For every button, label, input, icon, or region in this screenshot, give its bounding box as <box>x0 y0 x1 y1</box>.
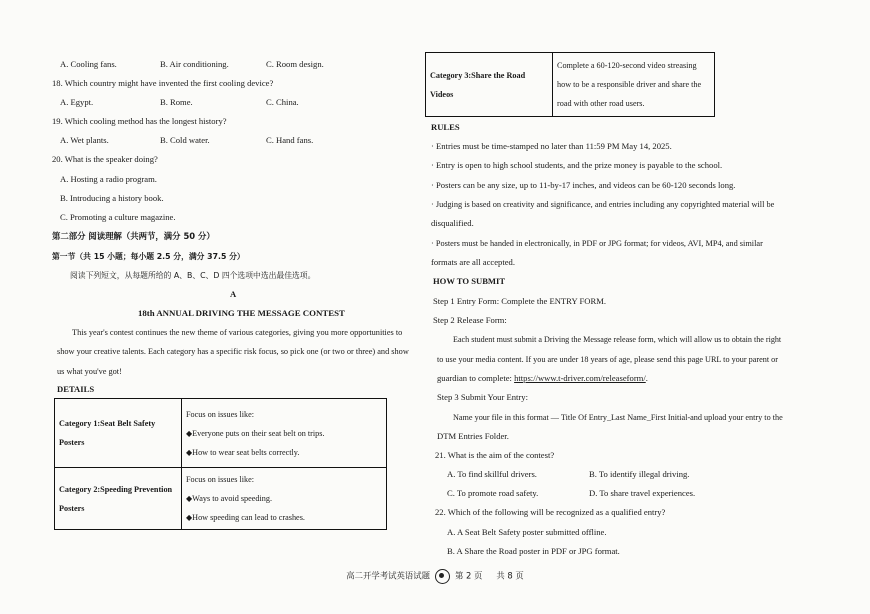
category-line: Videos <box>430 89 454 99</box>
option: A. Wet plants. <box>60 135 109 145</box>
focus-item: How speeding can lead to crashes. <box>192 513 305 522</box>
question-21: 21. What is the aim of the contest? <box>435 450 555 460</box>
focus-label: Focus on issues like: <box>186 475 255 484</box>
intro-line: show your creative talents. Each category has a specific risk focus, so pick one (or two or three) and show <box>57 347 409 356</box>
description-line: Complete a 60-120-second video streasing <box>557 61 697 70</box>
focus-item: Ways to avoid speeding. <box>192 494 272 503</box>
option: C. To promote road safety. <box>447 488 539 498</box>
details-heading: DETAILS <box>57 384 95 394</box>
release-form-link[interactable]: https://www.t-driver.com/releaseform/ <box>514 373 646 383</box>
step-2-last-line <box>437 373 648 384</box>
focus-label: Focus on issues like: <box>186 409 255 419</box>
option: B. Introducing a history book. <box>60 193 164 203</box>
passage-title: 18th ANNUAL DRIVING THE MESSAGE CONTEST <box>138 308 345 318</box>
table-row <box>426 53 715 117</box>
option: B. Cold water. <box>160 135 210 145</box>
option: A. Cooling fans. <box>60 59 117 69</box>
page-total: 共 8 页 <box>496 570 524 581</box>
focus-item: How to wear seat belts correctly. <box>192 447 300 457</box>
diamond-bullet-icon: ◆ <box>186 513 193 522</box>
focus-item: Everyone puts on their seat belt on trips. <box>192 428 325 438</box>
step-1: Step 1 Entry Form: Complete the ENTRY FORM. <box>433 296 606 306</box>
category-cell <box>55 399 182 468</box>
punctuation: . <box>645 373 648 383</box>
option: A. A Seat Belt Safety poster submitted offline. <box>447 527 607 537</box>
description-line: how to be a responsible driver and share the <box>557 80 702 89</box>
option: C. Room design. <box>266 59 324 69</box>
option: A. Egypt. <box>60 97 94 107</box>
option: B. A Share the Road poster in PDF or JPG format. <box>447 546 620 556</box>
category-cell <box>55 468 182 530</box>
option: B. Air conditioning. <box>160 59 229 69</box>
diamond-bullet-icon: ◆ <box>186 494 193 503</box>
category-cell <box>426 53 553 117</box>
table-row <box>55 468 387 530</box>
section-heading: 第一节（共 15 小题；每小题 2.5 分，满分 37.5 分） <box>52 252 245 261</box>
q19-options <box>60 135 313 146</box>
details-table <box>54 398 387 530</box>
category-line: Posters <box>59 438 85 447</box>
category-3-table <box>425 52 715 117</box>
question-22: 22. Which of the following will be recognized as a qualified entry? <box>435 507 666 517</box>
category-line: Posters <box>59 503 85 513</box>
question-19: 19. Which cooling method has the longest history? <box>52 116 227 126</box>
option: A. Hosting a radio program. <box>60 174 157 184</box>
rule-line: · Posters can be any size, up to 11-by-17 inches, and videos can be 60-120 seconds long. <box>431 180 736 190</box>
rule-line: formats are all accepted. <box>431 257 515 267</box>
category-line: Category 2:Speeding Prevention <box>59 484 173 494</box>
table-row <box>55 399 387 468</box>
passage-letter: A <box>230 289 237 299</box>
step-2-text: guardian to complete: <box>437 373 515 383</box>
q21-options-row-1 <box>447 469 689 480</box>
rule-line: · Posters must be handed in electronically, in PDF or JPG format; for videos, AVI, MP4, and similar <box>431 239 763 248</box>
description-line: road with other road users. <box>557 99 645 108</box>
part-heading: 第二部分 阅读理解（共两节，满分 50 分） <box>52 231 215 241</box>
option: D. To share travel experiences. <box>589 488 696 498</box>
page-footer <box>0 569 870 584</box>
school-seal-icon <box>435 569 450 584</box>
option: B. To identify illegal driving. <box>589 469 690 479</box>
how-to-submit-heading: HOW TO SUBMIT <box>433 276 506 286</box>
option: B. Rome. <box>160 97 193 107</box>
option: C. Promoting a culture magazine. <box>60 212 176 222</box>
step-3-line: Name your file in this format — Title Of Entry_Last Name_First Initial-and upload your entry to the <box>453 413 783 422</box>
step-2-line: to use your media content. If you are under 18 years of age, please send this page URL to your parent or <box>437 355 778 364</box>
option: C. China. <box>266 97 299 107</box>
category-line: Category 3:Share the Road <box>430 70 526 80</box>
rule-line: disqualified. <box>431 218 474 228</box>
option: A. To find skillful drivers. <box>447 469 537 479</box>
description-cell <box>553 53 715 117</box>
rule-line: · Judging is based on creativity and significance, and entries including any copyrighted material will be <box>431 200 775 209</box>
rule-line: · Entry is open to high school students, and the prize money is payable to the school. <box>431 160 723 170</box>
intro-line: us what you've got! <box>57 367 122 376</box>
diamond-bullet-icon: ◆ <box>186 428 193 438</box>
step-3: Step 3 Submit Your Entry: <box>437 392 528 402</box>
option: C. Hand fans. <box>266 135 314 145</box>
focus-cell <box>182 468 387 530</box>
focus-cell <box>182 399 387 468</box>
step-3-line: DTM Entries Folder. <box>437 431 509 441</box>
q18-options <box>60 97 299 108</box>
rule-line: · Entries must be time-stamped no later than 11:59 PM May 14, 2025. <box>431 141 672 151</box>
step-2: Step 2 Release Form: <box>433 315 507 325</box>
intro-line: This year's contest continues the new theme of various categories, giving you more opportunities to <box>72 328 403 337</box>
question-20: 20. What is the speaker doing? <box>52 154 158 164</box>
instruction: 阅读下列短文，从每题所给的 A、B、C、D 四个选项中选出最佳选项。 <box>70 271 316 280</box>
q21-options-row-2 <box>447 488 695 499</box>
category-line: Category 1:Seat Belt Safety <box>59 419 156 428</box>
q17-options <box>60 59 324 70</box>
question-18: 18. Which country might have invented the first cooling device? <box>52 78 274 88</box>
exam-title: 高二开学考试英语试题 <box>346 570 430 581</box>
rules-heading: RULES <box>431 122 460 132</box>
page-number: 第 2 页 <box>454 570 483 581</box>
diamond-bullet-icon: ◆ <box>186 447 193 457</box>
step-2-line: Each student must submit a Driving the Message release form, which will allow us to obtain the right <box>453 335 782 344</box>
